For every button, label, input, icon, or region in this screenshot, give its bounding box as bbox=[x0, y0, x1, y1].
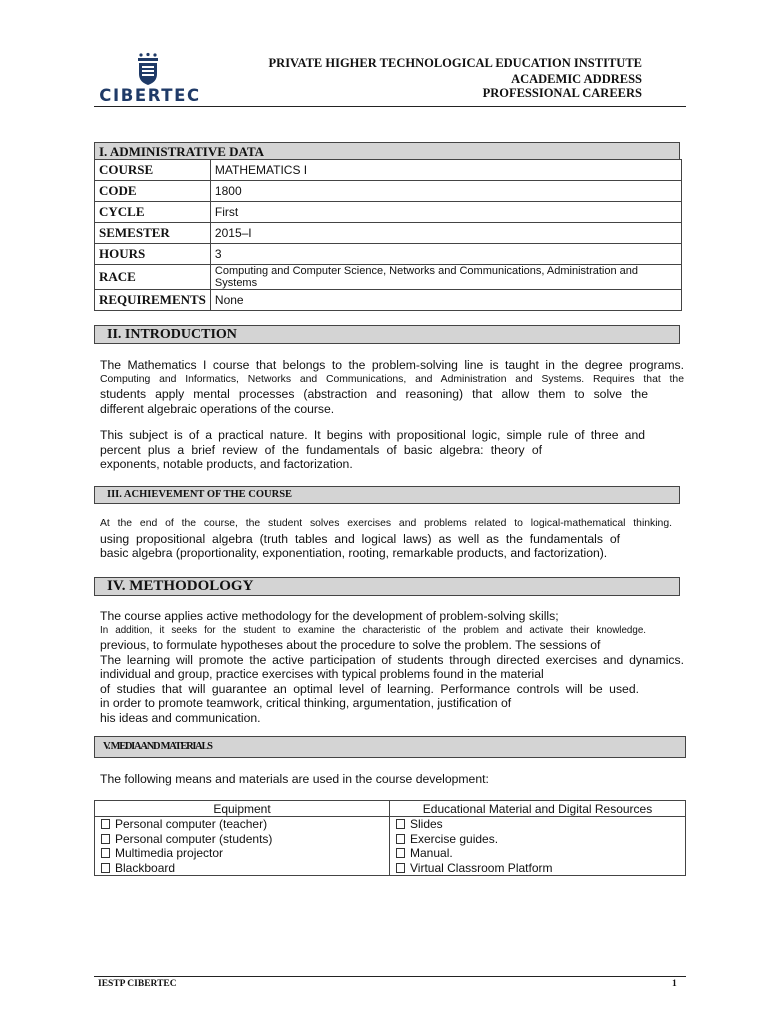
equipment-item-label: Personal computer (teacher) bbox=[115, 817, 268, 831]
header-divider bbox=[94, 106, 686, 107]
educational-material-header: Educational Material and Digital Resources bbox=[390, 801, 686, 817]
admin-value: None bbox=[210, 290, 681, 311]
text-line: students apply mental processes (abstraction and reasoning) that allow them to solve the bbox=[100, 387, 648, 401]
admin-value: 2015–I bbox=[210, 223, 681, 244]
admin-row bbox=[95, 244, 682, 265]
admin-row bbox=[95, 181, 682, 202]
section-achievement-title: III. ACHIEVEMENT OF THE COURSE bbox=[94, 486, 680, 504]
admin-key: SEMESTER bbox=[95, 223, 211, 244]
section-admin-title: I. ADMINISTRATIVE DATA bbox=[94, 142, 680, 160]
text-line: In addition, it seeks for the student to examine the characteristic of the problem and activate their knowledge. bbox=[100, 624, 646, 636]
table-row bbox=[95, 861, 686, 876]
admin-row bbox=[95, 223, 682, 244]
checkbox-icon bbox=[396, 863, 405, 873]
methodology-paragraph bbox=[100, 609, 684, 725]
section-methodology-title: IV. METHODOLOGY bbox=[94, 577, 680, 596]
academic-address: ACADEMIC ADDRESS bbox=[511, 72, 642, 86]
text-line: basic algebra (proportionality, exponentiation, rooting, remarkable products, and factorization). bbox=[100, 546, 608, 560]
table-row bbox=[95, 817, 686, 832]
equipment-item-label: Blackboard bbox=[115, 860, 176, 875]
material-item-label: Virtual Classroom Platform bbox=[410, 860, 553, 875]
admin-key: RACE bbox=[95, 265, 211, 290]
logo-text: CIBERTEC bbox=[99, 86, 201, 105]
text-line: Computing and Informatics, Networks and Communications, and Administration and Systems. Requires that the bbox=[100, 373, 684, 385]
admin-value: MATHEMATICS I bbox=[210, 160, 681, 181]
admin-value: Computing and Computer Science, Networks and Communications, Administration and Systems bbox=[210, 265, 681, 290]
materials-table bbox=[94, 800, 686, 876]
table-row bbox=[95, 832, 686, 847]
admin-value: 3 bbox=[210, 244, 681, 265]
text-line: using propositional algebra (truth tables and logical laws) as well as the fundamentals of bbox=[100, 531, 620, 546]
admin-row bbox=[95, 202, 682, 223]
material-item bbox=[390, 846, 686, 861]
material-item bbox=[390, 861, 686, 876]
text-line: percent plus a brief review of the fundamentals of basic algebra: theory of bbox=[100, 442, 542, 457]
section-intro-title: II. INTRODUCTION bbox=[94, 325, 680, 344]
admin-key: REQUIREMENTS bbox=[95, 290, 211, 311]
text-line: in order to promote teamwork, critical thinking, argumentation, justification of bbox=[100, 696, 512, 710]
checkbox-icon bbox=[396, 819, 405, 829]
checkbox-icon bbox=[101, 848, 110, 858]
text-line: different algebraic operations of the course. bbox=[100, 401, 335, 416]
equipment-header: Equipment bbox=[95, 801, 390, 817]
text-line: The learning will promote the active participation of students through directed exercises and dynamics. bbox=[100, 652, 684, 667]
equipment-item-label: Personal computer (students) bbox=[115, 831, 273, 846]
admin-key: HOURS bbox=[95, 244, 211, 265]
footer-divider bbox=[94, 976, 686, 977]
intro-paragraph-1 bbox=[100, 358, 684, 416]
text-line: previous, to formulate hypotheses about the procedure to solve the problem. The sessions of bbox=[100, 638, 601, 652]
equipment-item bbox=[95, 817, 390, 832]
page-number: 1 bbox=[672, 979, 677, 989]
checkbox-icon bbox=[396, 834, 405, 844]
professional-careers: PROFESSIONAL CAREERS bbox=[482, 86, 642, 100]
section-materials-title: V. MEDIA AND MATERIALS bbox=[94, 736, 686, 758]
checkbox-icon bbox=[101, 834, 110, 844]
admin-table bbox=[94, 159, 682, 311]
checkbox-icon bbox=[101, 863, 110, 873]
text-line: of studies that will guarantee an optimal level of learning. Performance controls will be used. bbox=[100, 681, 639, 696]
text-line: exponents, notable products, and factorization. bbox=[100, 457, 353, 471]
text-line: his ideas and communication. bbox=[100, 710, 261, 725]
institute-name: PRIVATE HIGHER TECHNOLOGICAL EDUCATION INSTITUTE bbox=[268, 56, 642, 70]
text-line: At the end of the course, the student solves exercises and problems related to logical-mathematical thinking. bbox=[100, 518, 672, 529]
text-line: The Mathematics I course that belongs to the problem-solving line is taught in the degree programs. bbox=[100, 358, 684, 372]
equipment-item bbox=[95, 861, 390, 876]
materials-intro: The following means and materials are used in the course development: bbox=[100, 772, 489, 786]
material-item-label: Manual. bbox=[410, 846, 453, 861]
admin-key: COURSE bbox=[95, 160, 211, 181]
equipment-item bbox=[95, 846, 390, 861]
equipment-item bbox=[95, 832, 390, 847]
material-item bbox=[390, 817, 686, 832]
cibertec-logo bbox=[98, 52, 202, 104]
crest-icon bbox=[136, 52, 160, 86]
checkbox-icon bbox=[396, 848, 405, 858]
text-line: The course applies active methodology for the development of problem-solving skills; bbox=[100, 609, 559, 623]
material-item-label: Exercise guides. bbox=[410, 831, 499, 846]
checkbox-icon bbox=[101, 819, 110, 829]
admin-row bbox=[95, 290, 682, 311]
footer-institution: IESTP CIBERTEC bbox=[98, 979, 177, 989]
achievement-paragraph bbox=[100, 517, 684, 561]
text-line: individual and group, practice exercises with typical problems found in the material bbox=[100, 667, 544, 681]
materials-header-row bbox=[95, 801, 686, 817]
admin-value: 1800 bbox=[210, 181, 681, 202]
text-line: This subject is of a practical nature. It begins with propositional logic, simple rule of three and bbox=[100, 428, 645, 442]
admin-row bbox=[95, 265, 682, 290]
admin-key: CODE bbox=[95, 181, 211, 202]
admin-value: First bbox=[210, 202, 681, 223]
material-item-label: Slides bbox=[410, 817, 443, 831]
admin-key: CYCLE bbox=[95, 202, 211, 223]
equipment-item-label: Multimedia projector bbox=[115, 846, 224, 861]
table-row bbox=[95, 846, 686, 861]
intro-paragraph-2 bbox=[100, 428, 684, 472]
material-item bbox=[390, 832, 686, 847]
admin-row bbox=[95, 160, 682, 181]
